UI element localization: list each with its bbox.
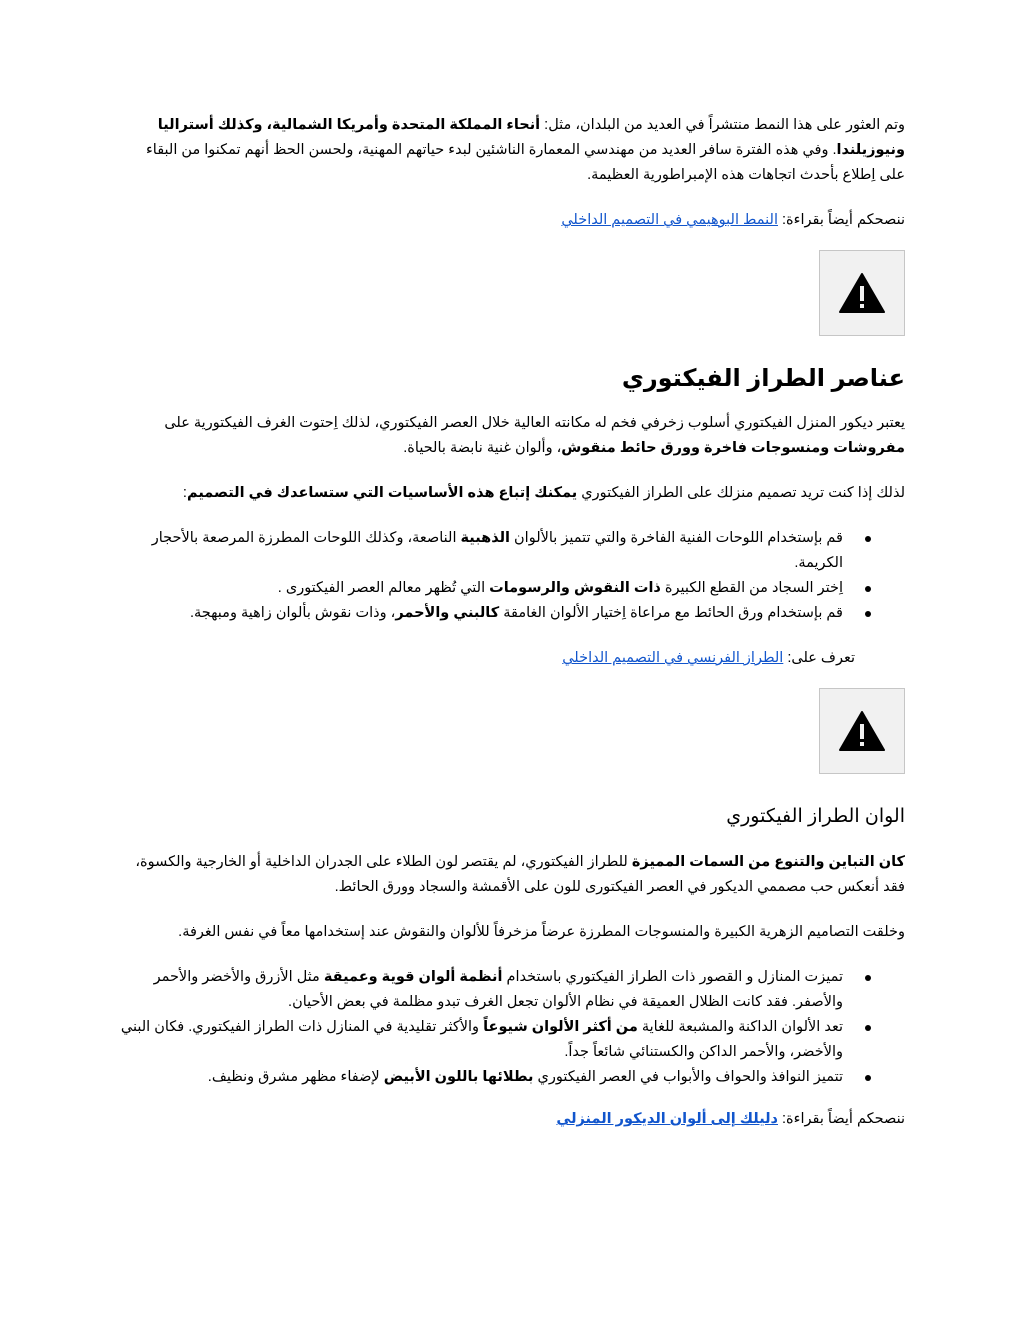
text: وتم العثور على هذا النمط منتشراً في العديد من البلدان، مثل: bbox=[540, 117, 905, 133]
image-placeholder-1 bbox=[120, 250, 905, 336]
broken-image-box bbox=[819, 250, 905, 336]
bullet-list-1 bbox=[120, 526, 905, 626]
recommendation-1 bbox=[120, 208, 905, 233]
warning-icon bbox=[839, 272, 885, 314]
bold-text: الذهبية bbox=[460, 530, 510, 546]
text: لإضفاء مظهر مشرق ونظيف. bbox=[207, 1069, 384, 1085]
text: قم بإستخدام اللوحات الفنية الفاخرة والتي تتميز بالألوان bbox=[510, 530, 843, 546]
bold-text: بطلائها باللون الأبيض bbox=[383, 1069, 534, 1085]
list-item bbox=[120, 965, 905, 1015]
paragraph-design-basics bbox=[120, 481, 905, 506]
bullet-list-2 bbox=[120, 965, 905, 1090]
bold-text: من أكثر الألوان شيوعاً bbox=[483, 1019, 638, 1035]
text: للطراز الفيكتوري، لم يقتصر لون الطلاء على الجدران الداخلية أو الخارجية والكسوة، فقد أنعكس حب مصممي الديكور في العصر الفيكتورى للون على الأقمشة والسجاد وورق الحائط. bbox=[135, 854, 905, 895]
recommendation-3 bbox=[120, 1107, 905, 1132]
text: اِختر السجاد من القطع الكبيرة bbox=[660, 580, 843, 596]
warning-icon bbox=[839, 710, 885, 752]
text: قم بإستخدام ورق الحائط مع مراعاة اِختيار الألوان الغامقة bbox=[499, 605, 843, 621]
paragraph-intro bbox=[120, 113, 905, 188]
image-placeholder-2 bbox=[120, 688, 905, 774]
bold-text: ذات النقوش والرسومات bbox=[489, 580, 661, 596]
heading-victorian-elements: عناصر الطراز الفيكتوري bbox=[621, 365, 905, 392]
text: التي تُظهر معالم العصر الفيكتورى . bbox=[277, 580, 490, 596]
link-home-decor-colors[interactable]: دليلك إلى ألوان الديكور المنزلي bbox=[556, 1111, 778, 1127]
text: مثل الأزرق والأخضر والأحمر والأصفر. فقد كانت الظلال العميقة في نظام الألوان تجعل الغرف تبدو مظلمة في بعض الأحيان. bbox=[153, 969, 843, 1010]
link-french-style[interactable]: الطراز الفرنسي في التصميم الداخلي bbox=[562, 650, 784, 666]
broken-image-box bbox=[819, 688, 905, 774]
link-bohemian-style[interactable]: النمط البوهيمي في التصميم الداخلي bbox=[561, 212, 778, 228]
text: لذلك إذا كنت تريد تصميم منزلك على الطراز الفيكتوري bbox=[577, 485, 905, 501]
text: الناصعة، وكذلك اللوحات المطرزة المرصعة بالأحجار الكريمة. bbox=[151, 530, 843, 571]
text: يعتبر ديكور المنزل الفيكتوري أسلوب زخرفي فخم له مكانته العالية خلال العصر الفيكتوري، لذلك اِحتوت الغرف الفيكتورية على bbox=[164, 415, 905, 431]
recommendation-2 bbox=[120, 646, 905, 671]
text: تعد الألوان الداكنة والمشبعة للغاية bbox=[637, 1019, 843, 1035]
paragraph-victorian-decor bbox=[120, 411, 905, 461]
paragraph-contrast bbox=[120, 850, 905, 900]
list-item bbox=[120, 576, 905, 601]
text: ، وذات نقوش بألوان زاهية ومبهجة. bbox=[189, 605, 396, 621]
heading-victorian-colors: الوان الطراز الفيكتوري bbox=[726, 806, 905, 827]
bold-text: مفروشات ومنسوجات فاخرة وورق حائط منقوش bbox=[561, 440, 905, 456]
text: : bbox=[182, 485, 187, 501]
text: ، وألوان غنية نابضة بالحياة. bbox=[403, 440, 562, 456]
bold-text: أنحاء المملكة المتحدة وأمريكا الشمالية، وكذلك أستراليا ونيوزيلندا bbox=[157, 117, 905, 158]
bold-text: أنظمة ألوان قوية وعميقة bbox=[323, 969, 503, 985]
text: تتميز النوافذ والحواف والأبواب في العصر الفيكتوري bbox=[533, 1069, 843, 1085]
recommendation-label: ننصحكم أيضاً بقراءة: bbox=[778, 1111, 905, 1127]
recommendation-label: ننصحكم أيضاً بقراءة: bbox=[778, 212, 905, 228]
document-body bbox=[120, 113, 905, 1132]
text: تميزت المنازل و القصور ذات الطراز الفيكتوري باستخدام bbox=[502, 969, 843, 985]
list-item bbox=[120, 526, 905, 576]
recommendation-label: تعرف على: bbox=[783, 650, 855, 666]
bold-text: كالبني والأحمر bbox=[395, 605, 500, 621]
list-item bbox=[120, 1065, 905, 1090]
text: . وفي هذه الفترة سافر العديد من مهندسي المعمارة الناشئين لبدء حياتهم المهنية، ولحسن الحظ أنهم تمكنوا من البقاء على اِطلاع بأحدث اتجاهات هذه الإمبراطورية العظيمة. bbox=[145, 142, 905, 183]
list-item bbox=[120, 601, 905, 626]
paragraph-floral-designs: وخلقت التصاميم الزهرية الكبيرة والمنسوجات المطرزة عرضاً مزخرفاً للألوان والنقوش عند إستخدامها معاً في نفس الغرفة. bbox=[178, 924, 905, 940]
text: والأكثر تقليدية في المنازل ذات الطراز الفيكتوري. فكان البني والأخضر، والأحمر الداكن والكستنائي شائعاً جداً. bbox=[120, 1019, 843, 1060]
list-item bbox=[120, 1015, 905, 1065]
bold-text: يمكنك إتباع هذه الأساسيات التي ستساعدك في التصميم bbox=[186, 485, 578, 501]
bold-text: كان التباين والتنوع من السمات المميزة bbox=[631, 854, 905, 870]
